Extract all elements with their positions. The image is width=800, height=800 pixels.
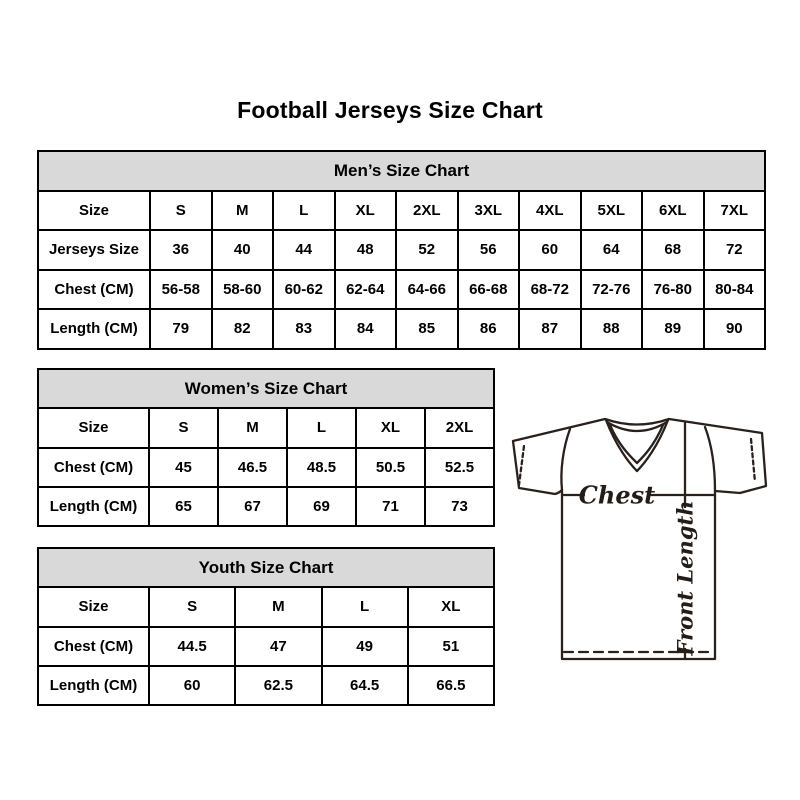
size-value-cell: 66-68	[458, 270, 520, 310]
row-label-cell: Size	[38, 191, 150, 231]
size-value-cell: 56	[458, 230, 520, 270]
size-value-cell: S	[150, 191, 212, 231]
size-value-cell: 87	[519, 309, 581, 349]
size-value-cell: XL	[408, 587, 494, 626]
table-header-row	[38, 151, 765, 191]
size-value-cell: 40	[212, 230, 274, 270]
row-label-cell: Chest (CM)	[38, 270, 150, 310]
table-row	[38, 191, 765, 231]
table-row	[38, 309, 765, 349]
size-value-cell: 56-58	[150, 270, 212, 310]
row-label-cell: Length (CM)	[38, 666, 149, 705]
size-value-cell: 3XL	[458, 191, 520, 231]
size-value-cell: 84	[335, 309, 397, 349]
size-value-cell: S	[149, 587, 235, 626]
size-value-cell: 90	[704, 309, 766, 349]
size-value-cell: 62.5	[235, 666, 321, 705]
row-label-cell: Size	[38, 408, 149, 447]
youth-table-title: Youth Size Chart	[38, 548, 494, 587]
size-value-cell: M	[235, 587, 321, 626]
size-value-cell: 36	[150, 230, 212, 270]
youth-size-table	[37, 547, 495, 706]
row-label-cell: Chest (CM)	[38, 627, 149, 666]
row-label-cell: Length (CM)	[38, 487, 149, 526]
table-header-row	[38, 369, 494, 408]
size-value-cell: L	[287, 408, 356, 447]
size-value-cell: 79	[150, 309, 212, 349]
size-value-cell: 85	[396, 309, 458, 349]
size-value-cell: L	[273, 191, 335, 231]
size-value-cell: 49	[322, 627, 408, 666]
size-value-cell: 60-62	[273, 270, 335, 310]
womens-table-title: Women’s Size Chart	[38, 369, 494, 408]
size-value-cell: M	[218, 408, 287, 447]
chest-label: Chest	[578, 480, 656, 510]
table-row	[38, 587, 494, 626]
size-value-cell: S	[149, 408, 218, 447]
table-row	[38, 270, 765, 310]
size-value-cell: 76-80	[642, 270, 704, 310]
mens-size-table	[37, 150, 766, 350]
table-row	[38, 627, 494, 666]
size-value-cell: 71	[356, 487, 425, 526]
size-value-cell: 44.5	[149, 627, 235, 666]
size-value-cell: 2XL	[396, 191, 458, 231]
size-value-cell: 5XL	[581, 191, 643, 231]
size-value-cell: 47	[235, 627, 321, 666]
front-length-label: Front Length	[672, 500, 698, 656]
size-value-cell: 60	[519, 230, 581, 270]
size-value-cell: 50.5	[356, 448, 425, 487]
size-value-cell: 69	[287, 487, 356, 526]
size-value-cell: M	[212, 191, 274, 231]
size-value-cell: 83	[273, 309, 335, 349]
size-value-cell: 62-64	[335, 270, 397, 310]
size-value-cell: 48	[335, 230, 397, 270]
size-value-cell: XL	[335, 191, 397, 231]
size-value-cell: 86	[458, 309, 520, 349]
size-value-cell: 45	[149, 448, 218, 487]
size-value-cell: 52	[396, 230, 458, 270]
jersey-outline	[513, 419, 766, 659]
table-header-row	[38, 548, 494, 587]
row-label-cell: Jerseys Size	[38, 230, 150, 270]
size-value-cell: 64-66	[396, 270, 458, 310]
size-value-cell: 68	[642, 230, 704, 270]
size-value-cell: 48.5	[287, 448, 356, 487]
size-value-cell: 73	[425, 487, 494, 526]
size-value-cell: 80-84	[704, 270, 766, 310]
size-value-cell: 60	[149, 666, 235, 705]
size-value-cell: 72-76	[581, 270, 643, 310]
size-value-cell: 66.5	[408, 666, 494, 705]
size-value-cell: 51	[408, 627, 494, 666]
size-value-cell: 4XL	[519, 191, 581, 231]
table-row	[38, 487, 494, 526]
size-value-cell: XL	[356, 408, 425, 447]
page-title: Football Jerseys Size Chart	[237, 97, 543, 123]
womens-size-table	[37, 368, 495, 527]
size-value-cell: 6XL	[642, 191, 704, 231]
size-value-cell: 68-72	[519, 270, 581, 310]
size-value-cell: 44	[273, 230, 335, 270]
size-value-cell: L	[322, 587, 408, 626]
jersey-measurement-diagram	[505, 413, 770, 665]
size-value-cell: 82	[212, 309, 274, 349]
row-label-cell: Chest (CM)	[38, 448, 149, 487]
mens-table-title: Men’s Size Chart	[38, 151, 765, 191]
row-label-cell: Length (CM)	[38, 309, 150, 349]
size-value-cell: 64	[581, 230, 643, 270]
table-row	[38, 408, 494, 447]
size-value-cell: 88	[581, 309, 643, 349]
size-value-cell: 89	[642, 309, 704, 349]
size-value-cell: 2XL	[425, 408, 494, 447]
size-value-cell: 65	[149, 487, 218, 526]
size-value-cell: 7XL	[704, 191, 766, 231]
table-row	[38, 230, 765, 270]
size-value-cell: 72	[704, 230, 766, 270]
table-row	[38, 666, 494, 705]
size-value-cell: 64.5	[322, 666, 408, 705]
size-value-cell: 58-60	[212, 270, 274, 310]
row-label-cell: Size	[38, 587, 149, 626]
size-value-cell: 46.5	[218, 448, 287, 487]
size-value-cell: 67	[218, 487, 287, 526]
table-row	[38, 448, 494, 487]
size-value-cell: 52.5	[425, 448, 494, 487]
